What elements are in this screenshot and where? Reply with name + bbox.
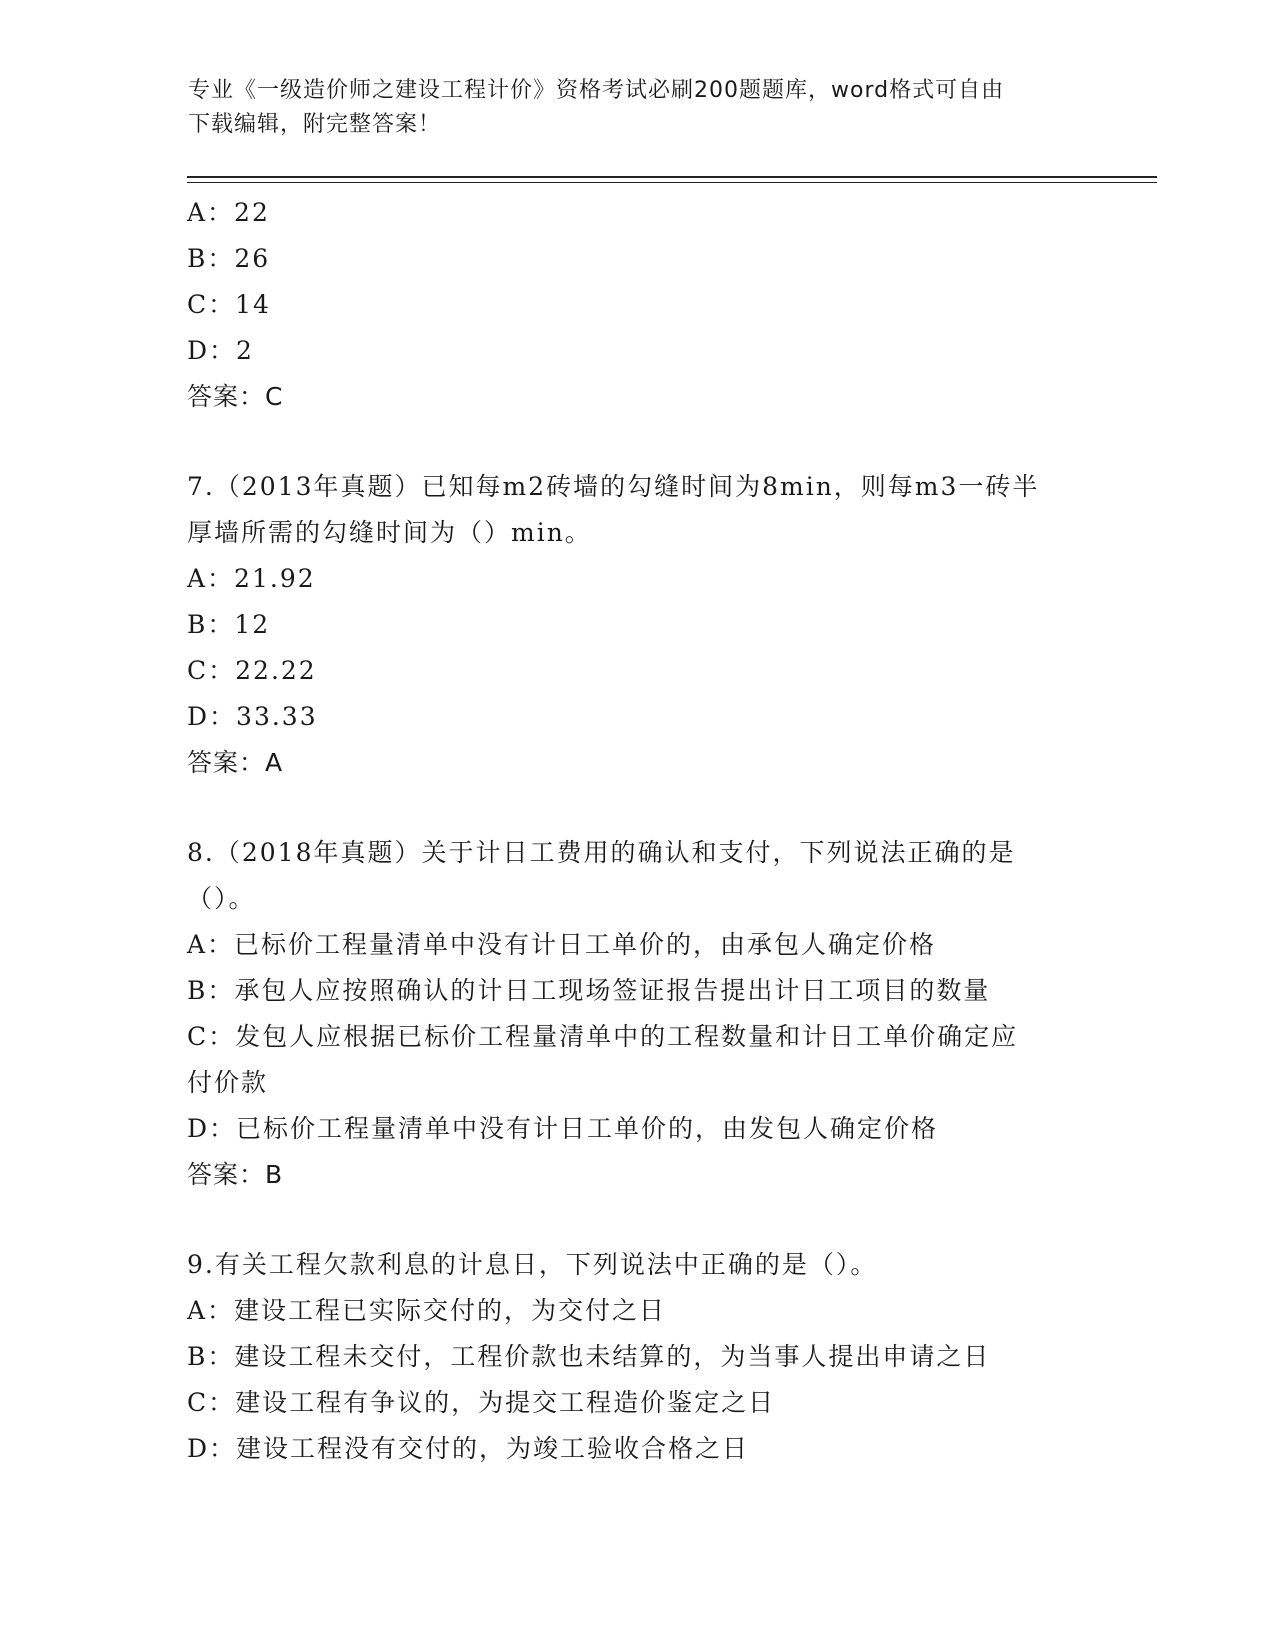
option-d: D：33.33: [187, 702, 318, 731]
answer-label: 答案：B: [187, 1160, 284, 1189]
option-d: D：已标价工程量清单中没有计日工单价的，由发包人确定价格: [187, 1114, 939, 1143]
question-6-options: [187, 190, 1087, 420]
option-a: A：22: [187, 198, 270, 227]
question-9: [187, 1242, 1087, 1472]
question-stem: 9.有关工程欠款利息的计息日，下列说法中正确的是（）。: [187, 1250, 878, 1279]
question-stem-line: 厚墙所需的勾缝时间为（）min。: [187, 518, 592, 547]
question-stem-line: （）。: [187, 884, 256, 913]
option-c: C：14: [187, 290, 271, 319]
option-c-continued: 付价款: [187, 1068, 269, 1097]
question-stem-line: 8.（2018年真题）关于计日工费用的确认和支付，下列说法正确的是: [187, 838, 1016, 867]
question-stem-line: 7.（2013年真题）已知每m2砖墙的勾缝时间为8min，则每m3一砖半: [187, 472, 1040, 501]
option-c: C：发包人应根据已标价工程量清单中的工程数量和计日工单价确定应: [187, 1022, 1019, 1051]
question-list: [187, 190, 1087, 1472]
option-d: D：建设工程没有交付的，为竣工验收合格之日: [187, 1434, 750, 1463]
option-c: C：22.22: [187, 656, 317, 685]
option-b: B：26: [187, 244, 271, 273]
header-divider-thin: [187, 182, 1157, 183]
header-line-2: 下载编辑，附完整答案！: [188, 112, 442, 137]
option-a: A：已标价工程量清单中没有计日工单价的，由承包人确定价格: [187, 930, 937, 959]
header-divider-thick: [187, 176, 1157, 178]
question-8: [187, 830, 1087, 1198]
question-stem: [187, 464, 1087, 556]
question-stem: [187, 830, 1087, 922]
option-c: C：建设工程有争议的，为提交工程造价鉴定之日: [187, 1388, 776, 1417]
option-d: D：2: [187, 336, 254, 365]
answer-label: 答案：A: [187, 748, 284, 777]
document-header: [188, 74, 1088, 142]
option-b: B：承包人应按照确认的计日工现场签证报告提出计日工项目的数量: [187, 976, 991, 1005]
option-a: A：21.92: [187, 564, 316, 593]
header-line-1: 专业《一级造价师之建设工程计价》资格考试必刷200题题库，word格式可自由: [188, 78, 1005, 103]
answer-label: 答案：C: [187, 382, 284, 411]
option-a: A：建设工程已实际交付的，为交付之日: [187, 1296, 667, 1325]
option-b: B：12: [187, 610, 271, 639]
option-b: B：建设工程未交付，工程价款也未结算的，为当事人提出申请之日: [187, 1342, 991, 1371]
question-7: [187, 464, 1087, 786]
